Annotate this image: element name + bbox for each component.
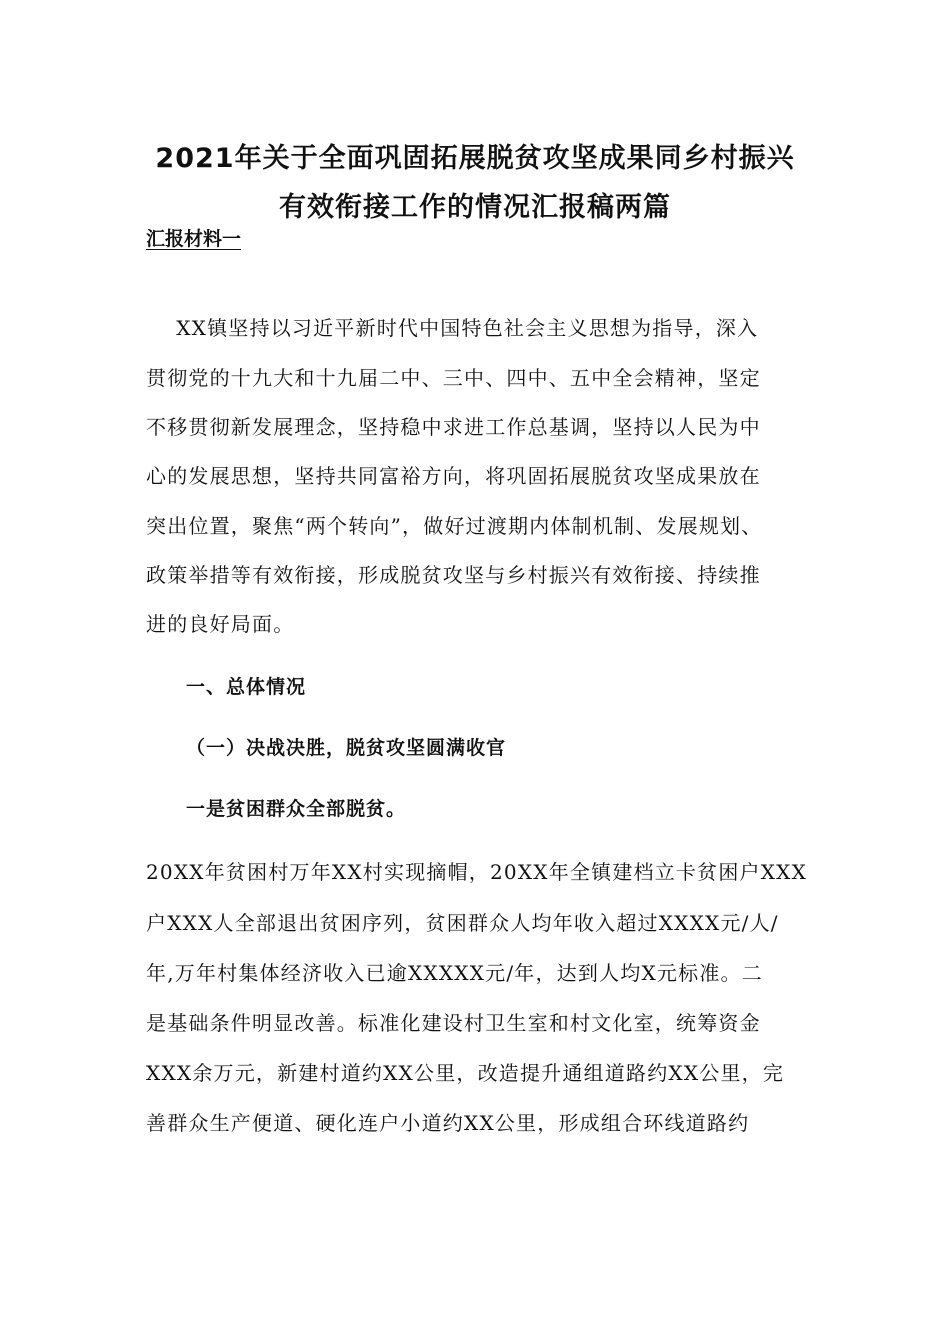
body-line: 20XX年贫困村万年XX村实现摘帽，20XX年全镇建档立卡贫困户XXX [146, 860, 808, 884]
heading-subsection-1: （一）决战决胜，脱贫攻坚圆满收官 [186, 737, 507, 759]
intro-line: 政策举措等有效衔接，形成脱贫攻坚与乡村振兴有效衔接、持续推 [146, 563, 761, 587]
heading-point-1: 一是贫困群众全部脱贫。 [186, 798, 407, 820]
document-title-line-1: 2021年关于全面巩固拓展脱贫攻坚成果同乡村振兴 [155, 143, 795, 174]
body-line: 年,万年村集体经济收入已逾XXXXX元/年，达到人均X元标准。二 [146, 961, 763, 985]
body-line: XXX余万元，新建村道约XX公里，改造提升通组道路约XX公里，完 [146, 1061, 785, 1085]
intro-line: 心的发展思想，坚持共同富裕方向，将巩固拓展脱贫攻坚成果放在 [146, 464, 761, 488]
heading-overall-situation: 一、总体情况 [186, 676, 307, 698]
intro-line: 不移贯彻新发展理念，坚持稳中求进工作总基调，坚持以人民为中 [146, 415, 761, 439]
intro-line: 贯彻党的十九大和十九届二中、三中、四中、五中全会精神，坚定 [146, 366, 761, 390]
body-line: 善群众生产便道、硬化连户小道约XX公里，形成组合环线道路约 [146, 1111, 750, 1135]
intro-line: 进的良好局面。 [146, 612, 295, 636]
intro-line: 突出位置，聚焦“两个转向”，做好过渡期内体制机制、发展规划、 [146, 514, 763, 538]
intro-line: XX镇坚持以习近平新时代中国特色社会主义思想为指导，深入 [146, 316, 759, 340]
section-label: 汇报材料一 [146, 228, 242, 250]
document-title-line-2: 有效衔接工作的情况汇报稿两篇 [279, 192, 671, 223]
body-line: 是基础条件明显改善。标准化建设村卫生室和村文化室，统筹资金 [146, 1011, 761, 1035]
body-line: 户XXX人全部退出贫困序列，贫困群众人均年收入超过XXXX元/人/ [146, 911, 779, 935]
